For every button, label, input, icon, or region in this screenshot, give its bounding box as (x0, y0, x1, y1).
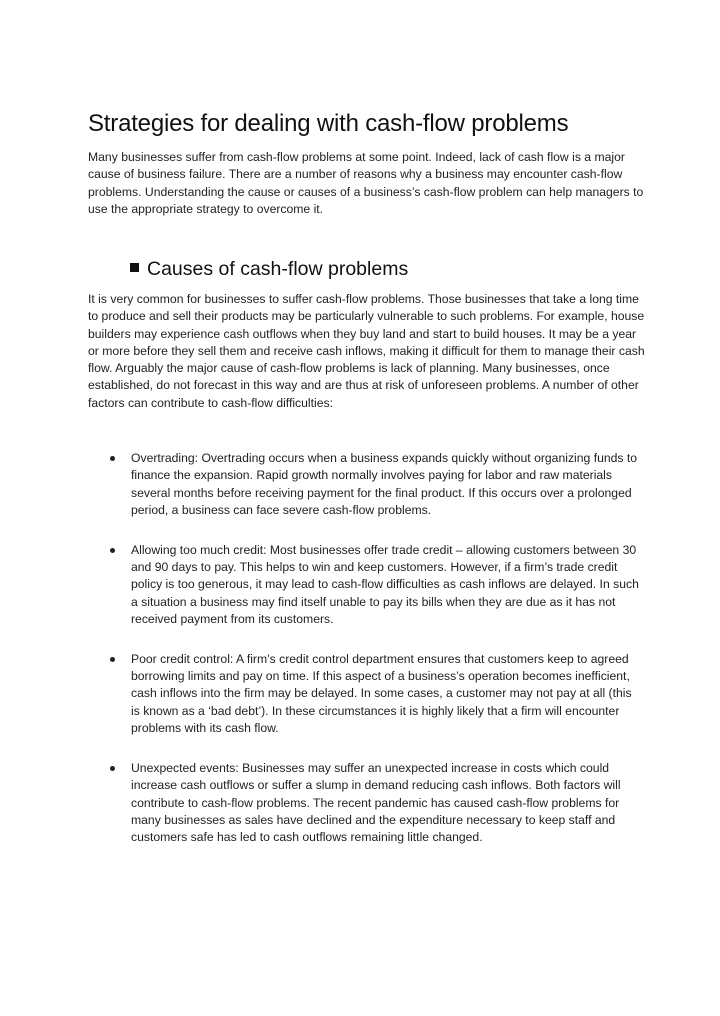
bullet-icon (110, 548, 115, 553)
bullet-icon (110, 766, 115, 771)
bullet-icon (110, 657, 115, 662)
list-item-text: Unexpected events: Businesses may suffer an unexpected increase in costs which could increase cash outflows or suffer a slump in demand reducing cash inflows. Both factors will contribute to cash-flow problems. The recent pandemic has caused cash-flow problems for many businesses as sales have declined and the expenditure necessary to keep staff and customers safe has led to cash outflows remaining little changed. (131, 760, 621, 845)
list-item (110, 450, 640, 520)
list-item-text: Allowing too much credit: Most businesses offer trade credit – allowing customers between 30 and 90 days to pay. This helps to win and keep customers. However, if a firm’s trade credit policy is too generous, it may lead to cash-flow difficulties as cash inflows are delayed. In such a situation a business may find itself unable to pay its bills when they are due as it has not received payment from its customers. (131, 542, 639, 627)
bullet-icon (110, 456, 115, 461)
list-item (110, 651, 640, 738)
square-bullet-icon (130, 263, 139, 272)
section-heading-text: Causes of cash-flow problems (147, 258, 409, 280)
list-item-text: Overtrading: Overtrading occurs when a business expands quickly without organizing funds to finance the expansion. Rapid growth normally involves paying for labor and raw materials several months before receiving payment for the final product. If this occurs over a prolonged period, a business can face severe cash-flow problems. (131, 451, 638, 518)
causes-list (110, 450, 640, 869)
section-heading (130, 258, 408, 281)
list-item-text: Poor credit control: A firm’s credit control department ensures that customers keep to agreed borrowing limits and pay on time. If this aspect of a business’s operation becomes inefficient, cash inflows into the firm may be delayed. In some cases, a customer may not pay at all (this is known as a ‘bad debt’). In these circumstances it is highly likely that a firm will encounter problems with its cash flow. (131, 651, 632, 736)
section-paragraph: It is very common for businesses to suffer cash-flow problems. Those businesses that take a long time to produce and sell their products may be particularly vulnerable to such problems. For example, house builders may experience cash outflows when they buy land and start to build houses. It may be a year or more before they sell them and receive cash inflows, making it difficult for them to manage their cash flow. Arguably the major cause of cash-flow problems is lack of planning. Many businesses, once established, do not forecast in this way and are thus at risk of unforeseen problems. A number of other factors can contribute to cash-flow difficulties: (88, 292, 645, 410)
intro-paragraph: Many businesses suffer from cash-flow problems at some point. Indeed, lack of cash flow is a major cause of business failure. There are a number of reasons why a business may encounter cash-flow problems. Understanding the cause or causes of a business’s cash-flow problem can help managers to use the appropriate strategy to overcome it. (88, 150, 644, 217)
page-title: Strategies for dealing with cash-flow problems (88, 110, 569, 137)
list-item (110, 760, 640, 847)
list-item (110, 542, 640, 629)
